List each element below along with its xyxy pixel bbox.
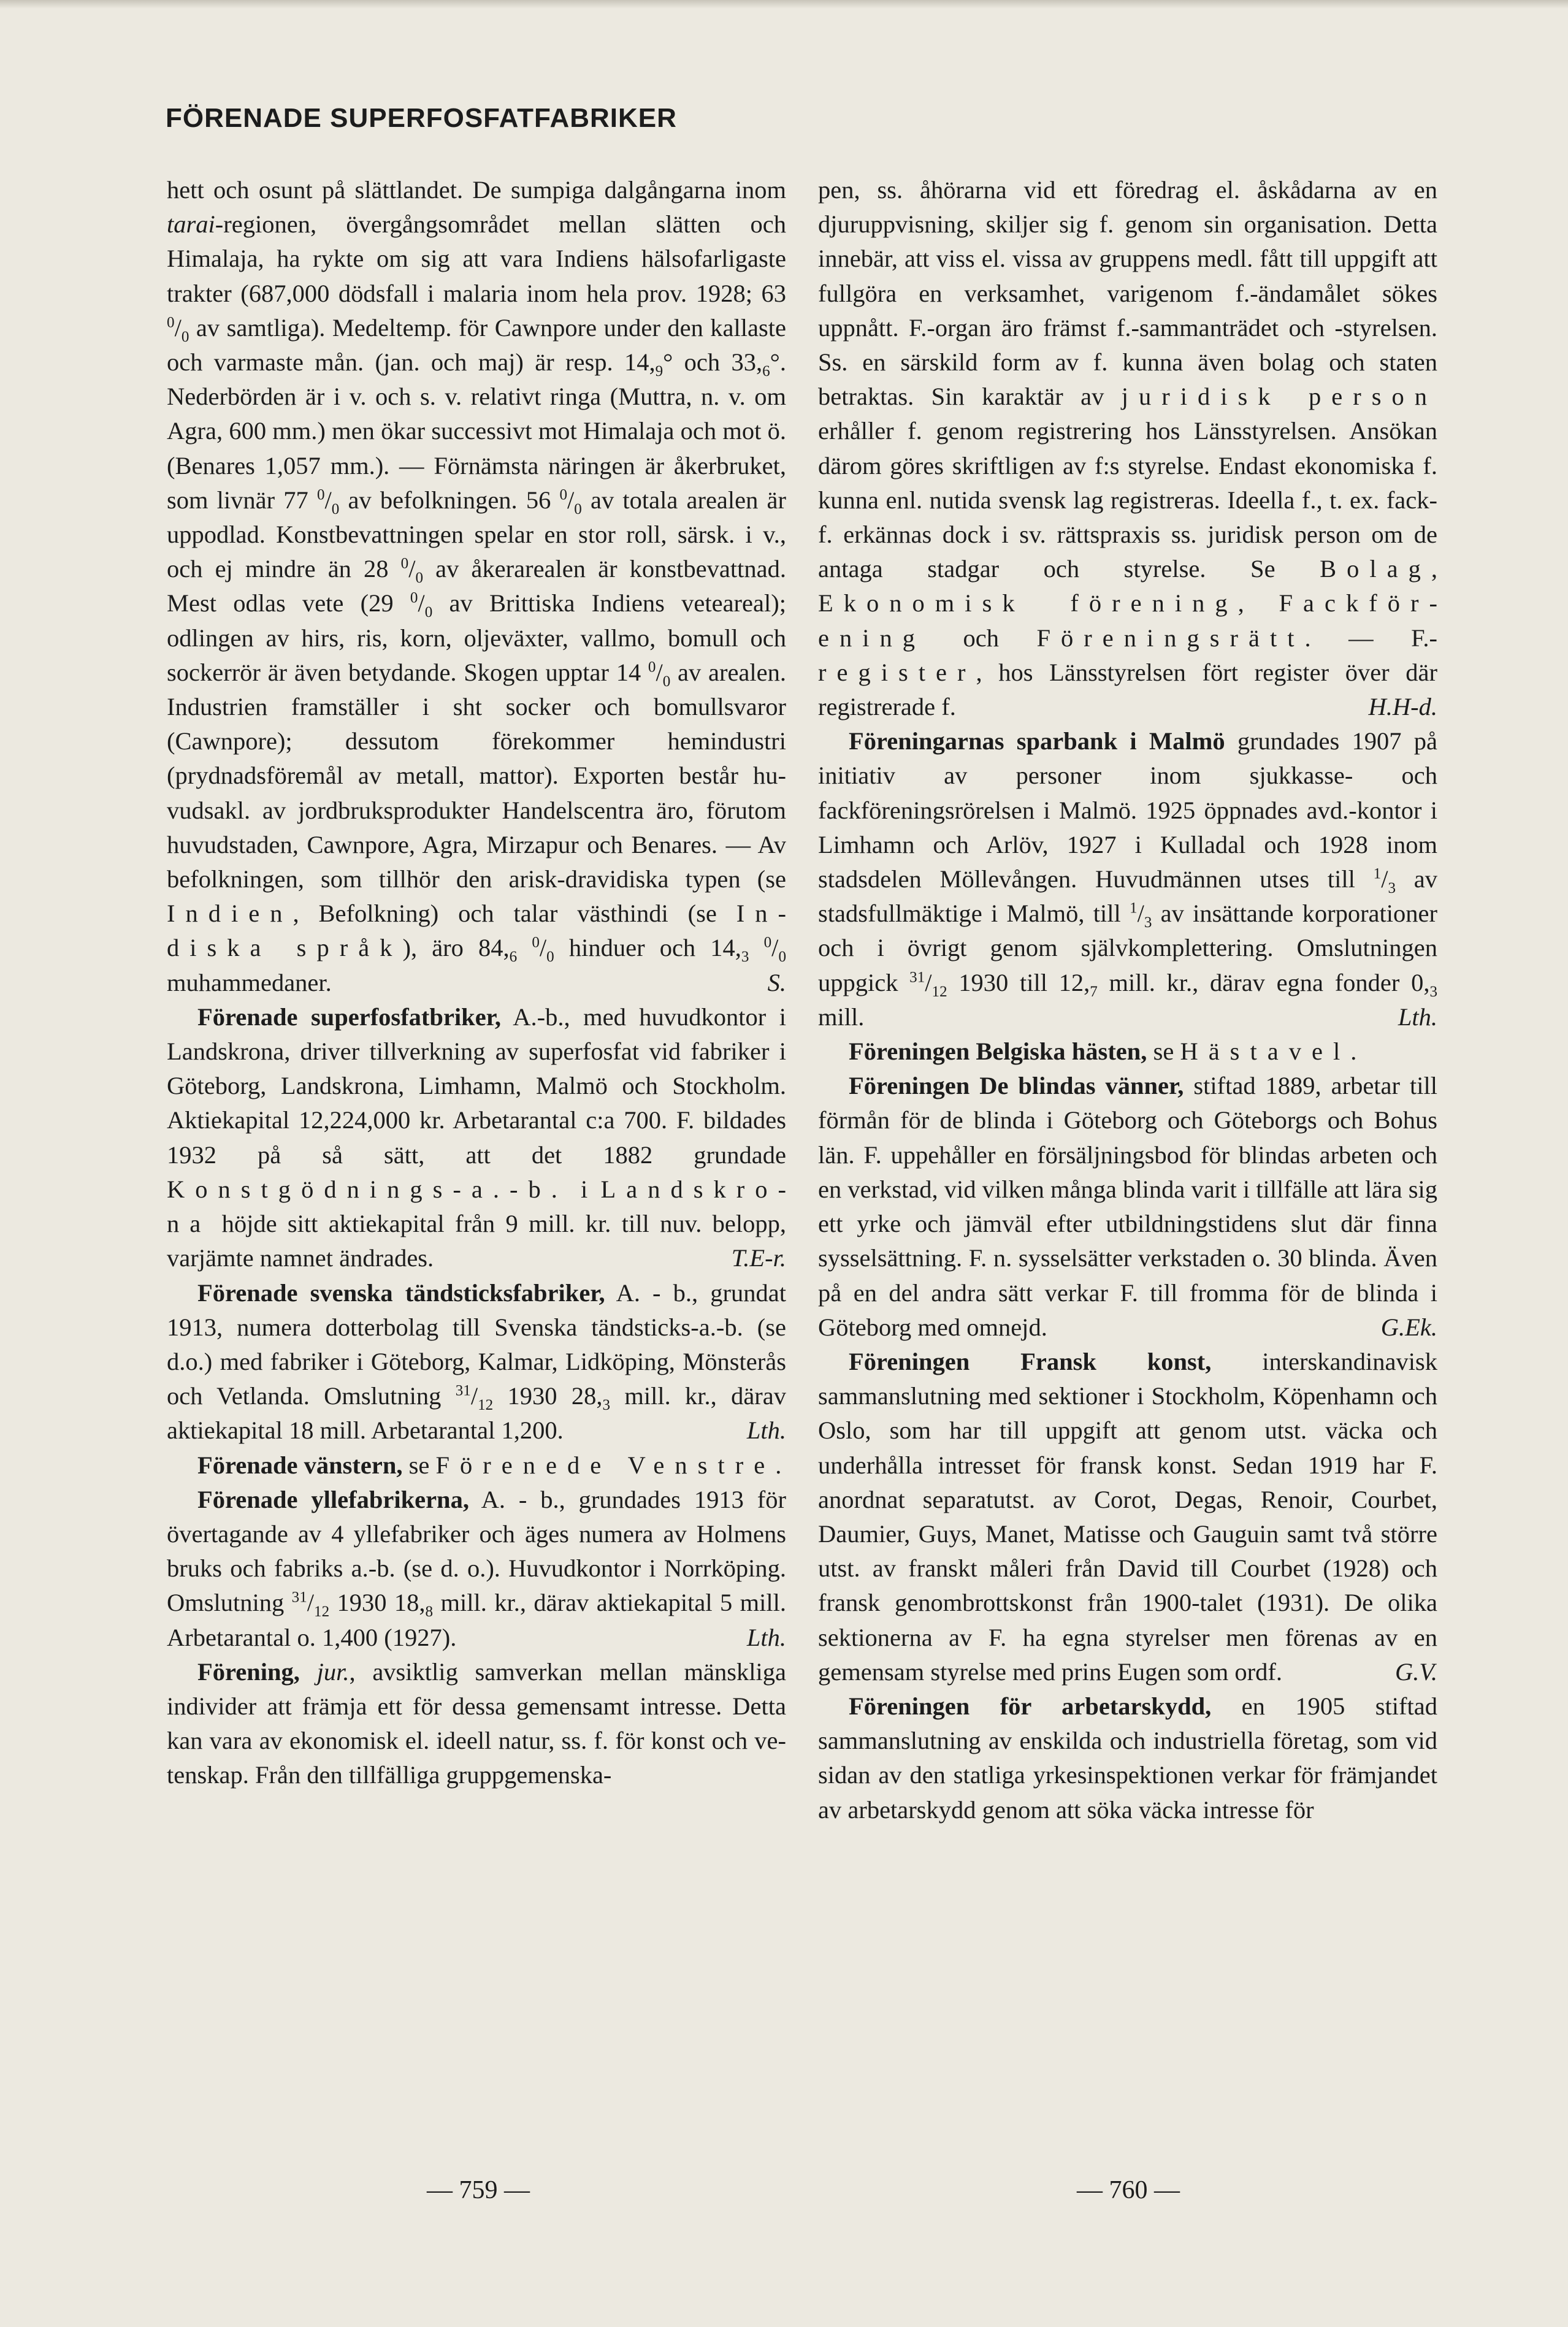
entry-headword: Förenade yllefabrikerna, [197, 1485, 469, 1513]
author-signature: Lth. [746, 1416, 786, 1445]
running-head: FÖRENADE SUPERFOSFATFABRIKER [166, 103, 677, 133]
author-signature: G.V. [1394, 1657, 1437, 1686]
entry-headword: Förening, [197, 1657, 300, 1686]
entry-headword: Förenade superfosfatbriker, [197, 1003, 502, 1031]
page-number-left: — 759 — [427, 2176, 530, 2204]
cross-ref-fackforening: Fackförening [818, 589, 1438, 652]
entry-headword: Förenade svenska tändsticksfabriker, [197, 1278, 605, 1307]
author-signature: H.H-d. [1368, 693, 1437, 721]
cross-ref-konstgodnings: Konstgödnings-a.-b. [167, 1175, 568, 1203]
author-signature: G.Ek. [1380, 1313, 1437, 1341]
page-number-right: — 760 — [1077, 2176, 1180, 2204]
entry-forenade-svenska-tandsticksfabriker: Förenade svenska tändsticksfabriker, A. - b., grundat 1913, numera dotterbolag till Svenska tändsticks-a.-b. (se d.o.) med fabriker i Göteborg, Kalmar, Lidköping, Mönsterås och Vetlanda. Omslutning $^{31}/_{12}$ 1930 $28,_3$ mill. kr., därav aktiekapital 18 mill. Arbetarantal 1,200. Lth. [167, 1276, 786, 1448]
entry-foreningen-belgiska-hasten: Föreningen Belgiska hästen, se Hästavel. [849, 1037, 1357, 1066]
entry-foreningen-fransk-konst: Föreningen Fransk konst, interskandinavisk sammanslutning med sektioner i Stockholm, Köpenhamn och Oslo, som har till uppgift att genom utst. väcka och underhålla intresset för fransk konst. Sedan 1919 har F. anordnat separatutst. av Corot, Degas, Renoir, Courbet, Daumier, Guys, Manet, Matisse och Gauguin samt två större utst. av franskt måleri från David till Courbet (1928) och fransk genombrottskonst från 1900-talet (1931). De olika sektionerna av F. ha egna styrelser men förenas av en gemensam styrelse med prins Eugen som ordf. G.V. [818, 1345, 1437, 1689]
cross-ref-register: register [818, 658, 976, 686]
cross-ref-juridisk-person: juridisk person [1121, 383, 1437, 411]
cross-ref-indien: Indien [167, 900, 293, 928]
author-signature: Lth. [746, 1623, 786, 1651]
cross-ref-foreningsratt: Föreningsrätt [1036, 624, 1305, 652]
entry-foreningen-for-arbetarskydd: Föreningen för arbetarskydd, en 1905 stiftad sammanslutning av enskilda och industriella företag, som vid sidan av den statliga yrkesinspektionen verkar för främjandet av arbetarskydd genom att söka väcka intresse för [818, 1692, 1437, 1824]
author-signature: S. [767, 968, 786, 996]
entry-continuation-uttar-pradesh: hett och osunt på slättlandet. De sumpiga dalgångarna inom tarai-regionen, övergångsområdet mellan slätten och Himalaja, ha rykte om sig att vara Indiens hälsofarligaste trakter (687,000 dödsfall i malaria inom hela prov. 1928; 63 $^0/_0$ av samtliga). Medeltemp. för Cawnpore under den kallaste och varmaste mån. (jan. och maj) är resp. $14,_9^\circ$ och $33,_6^\circ$. Nederbörden är i v. och s. v. relativt ringa (Muttra, n. v. om Agra, 600 mm.) men ökar successivt mot Himalaja och mot ö. (Benares 1,057 mm.). — Förnämsta näringen är åkerbruket, som livnär 77 $^0/_0$ av befolkningen. 56 $^0/_0$ av totala arealen är uppodlad. Konstbevattningen spelar en stor roll, särsk. i v., och ej mindre än 28 $^0/_0$ av åkerarealen är konstbevattnad. Mest odlas vete (29 $^0/_0$ av Brittiska Indiens veteareal); odlingen av hirs, ris, korn, oljeväxter, vallmo, bomull och sockerrör är även betydande. Skogen upptar 14 $^0/_0$ av arealen. Industrien framställer i sht socker och bomullsvaror (Cawnpore); dessutom förekommer hemindustri (prydnadsföremål av metall, mattor). Exporten består huvudsakl. av jordbruksprodukter Handelscentra äro, förutom huvudstaden, Cawnpore, Agra, Mirzapur och Benares. — Av befolkningen, som tillhör den arisk-dravidiska typen (se Indien, Befolkning) och talar västhindi (se Indiska språk), äro $84,_6$ $^0/_0$ hinduer och $14,_3$ $^0/_0$ muhammedaner. S. [167, 173, 786, 1000]
entry-headword: Förenade vänstern, [197, 1451, 403, 1479]
entry-headword: Föreningen för arbetarskydd, [849, 1692, 1212, 1720]
entry-forenade-superfosfatbriker: Förenade superfosfatbriker, A.-b., med huvudkontor i Landskrona, driver tillverkning av superfosfat vid fabriker i Göteborg, Landskrona, Limhamn, Malmö och Stockholm. Aktiekapital 12,224,000 kr. Arbetarantal c:a 700. F. bildades 1932 på så sätt, att det 1882 grundade Konstgödnings-a.-b. i Landskrona höjde sitt aktiekapital från 9 mill. kr. till nuv. belopp, varjämte namnet ändrades. T.E-r. [167, 1000, 786, 1276]
entry-foreningen-de-blindas-vanner: Föreningen De blindas vänner, stiftad 1889, arbetar till förmån för de blinda i Göteborg och Göteborgs och Bohus län. F. uppehåller en försäljningsbod för blindas arbeten och en verkstad, vid vilken många blinda varit i tillfälle att lära sig ett yrke och jämväl efter utbildningstidens slut där finna sysselsättning. F. n. sysselsätter verkstaden o. 30 blinda. Även på en del andra sätt verkar F. till fromma för de blinda i Göteborg med omnejd. G.Ek. [818, 1069, 1437, 1345]
entry-forenade-vanstern: Förenade vänstern, se Förenede Venstre. [197, 1451, 782, 1479]
entry-headword: Föreningen De blindas vänner, [849, 1072, 1184, 1100]
entry-forenade-yllefabrikerna: Förenade yllefabrikerna, A. - b., grundades 1913 för övertagande av 4 yllefabriker och äges numera av Holmens bruks och fabriks a.-b. (se d. o.). Huvudkontor i Norrköping. Omslutning $^{31}/_{12}$ 1930 $18,_8$ mill. kr., därav aktiekapital 5 mill. Arbetarantal o. 1,400 (1927). Lth. [167, 1483, 786, 1655]
author-signature: Lth. [1398, 1003, 1437, 1031]
cross-ref-forenede-venstre: Förenede Venstre [435, 1451, 776, 1479]
cross-ref-landskrona: Landskrona [167, 1175, 786, 1238]
entry-headword: Föreningen Belgiska hästen, [849, 1037, 1147, 1066]
entry-headword: Föreningarnas sparbank i Malmö [849, 727, 1225, 755]
cross-ref-indiska-sprak: Indiska språk [167, 900, 786, 962]
cross-ref-ekonomisk-forening: Ekonomisk förening [818, 589, 1238, 617]
entry-headword: Föreningen Fransk konst, [849, 1347, 1212, 1375]
cross-ref-bolag: Bolag [1320, 555, 1431, 583]
scan-edge [0, 0, 1568, 9]
entry-foreningarnas-sparbank: Föreningarnas sparbank i Malmö grundades 1907 på initiativ av personer inom sjukkasse- och fackföreningsrörelsen i Malmö. 1925 öppnades avd.-kontor i Limhamn och Arlöv, 1927 i Kulladal och 1928 inom stadsdelen Möllevången. Huvudmännen utses till $^1/_3$ av stadsfullmäktige i Malmö, till $^1/_3$ av insättande korporationer och i övrigt genom självkomplettering. Omslutningen uppgick $^{31}/_{12}$ 1930 till $12,_7$ mill. kr., därav egna fonder $0,_3$ mill. Lth. [818, 724, 1437, 1034]
left-column [167, 173, 786, 1793]
entry-forening: Förening, jur., avsiktlig samverkan mellan mänskliga individer att främja ett för dessa gemensamt intresse. Detta kan vara av ekonomisk el. ideell natur, ss. f. för konst och vetenskap. Från den tillfälliga gruppgemenska- [167, 1657, 787, 1789]
right-column [818, 173, 1437, 1827]
author-signature: T.E-r. [731, 1244, 786, 1272]
entry-continuation-forening: pen, ss. åhörarna vid ett föredrag el. åskådarna av en djuruppvisning, skiljer sig f. genom sin organisation. Detta innebär, att viss el. vissa av gruppens medl. fått till uppgift att fullgöra en verksamhet, varigenom f.-ändamålet sökes uppnått. F.-organ äro främst f.-sammanträdet och -styrelsen. Ss. en särskild form av f. kunna även bolag och staten betraktas. Sin karaktär av juridisk person erhåller f. genom registrering hos Länsstyrelsen. Ansökan därom göres skriftligen av f:s styrelse. Endast ekonomiska f. kunna enl. nutida svensk lag registreras. Ideella f., t. ex. fack-f. erkännas dock i sv. rättspraxis ss. juridisk person om de antaga stadgar och styrelse. Se Bolag, Ekonomisk förening, Fackförening och Föreningsrätt. — F.-register, hos Länsstyrelsen fört register över där registrerade f. H.H-d. [818, 173, 1437, 724]
cross-ref-hastavel: Hästavel [1180, 1037, 1351, 1066]
